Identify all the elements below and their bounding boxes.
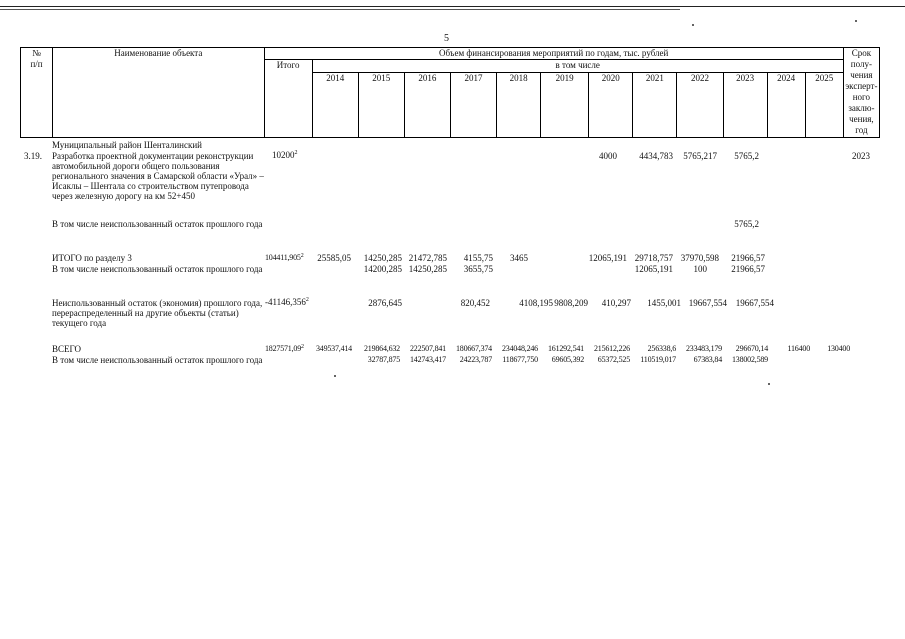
grand-unused-2022: 67383,84 [693,355,722,364]
grand-unused-label: В том числе неиспользованный остаток прошлого года [52,355,263,365]
grand-total-2017: 180667,374 [455,344,492,353]
grand-unused-2018: 118677,750 [502,355,538,364]
header-col-name: Наименование объекта [53,48,264,138]
header-year: 2020 [589,73,633,138]
header-year: 2014 [312,73,358,138]
object-2020: 4000 [599,151,617,161]
header-year: 2016 [404,73,450,138]
header-year: 2022 [677,73,723,138]
object-name: Разработка проектной документации реконструкции автомобильной дороги общего пользования регионального значения в Самарской области «Урал» – Исаклы – Шентала со строительством путепровода через железную дорогу на км 52+450 [52,151,264,201]
grand-unused-2023: 138002,589 [731,355,768,364]
header-col-total: Итого [264,60,312,138]
savings-2017: 820,452 [460,298,490,308]
savings-2019: 9808,209 [554,298,588,308]
savings-2022: 19667,554 [688,298,727,308]
object-deadline: 2023 [852,151,870,161]
section-total-2023: 21966,57 [731,253,765,263]
grand-unused-2019: 69605,392 [551,355,584,364]
grand-total-2023: 296670,14 [735,344,768,353]
grand-total-total: 1827571,09$^2$ [265,344,304,353]
header-col-including: в том числе [312,60,843,73]
grand-total-2016: 222507,841 [409,344,446,353]
object-unused-label: В том числе неиспользованный остаток прошлого года [52,219,263,229]
section-total-2017: 4155,75 [463,253,493,263]
header-col-volume: Объем финансирования мероприятий по годам, тыс. рублей [264,48,843,60]
object-2023: 5765,2 [734,151,759,161]
grand-unused-2015: 32787,875 [367,355,400,364]
grand-total-2018: 234048,246 [501,344,538,353]
header-year: 2024 [767,73,805,138]
grand-unused-2017: 24223,787 [459,355,492,364]
header-year: 2017 [450,73,496,138]
savings-2023: 19667,554 [735,298,774,308]
district-title: Муниципальный район Шенталинский [52,140,202,150]
section-unused-2022: 100 [693,264,707,274]
savings-2018: 4108,195 [519,298,553,308]
section-unused-2015: 14200,285 [363,264,402,274]
grand-total-2015: 219864,632 [363,344,400,353]
page-number: 5 [444,33,449,44]
savings-total: -41146,356$^2$ [265,297,309,307]
scan-speck [855,20,857,22]
section-total-2018: 3465 [510,253,528,263]
section-total-2014: 25585,05 [317,253,351,263]
grand-total-2021: 256338,6 [647,344,676,353]
section-unused-2017: 3655,75 [463,264,493,274]
grand-total-2022: 233483,179 [685,344,722,353]
scan-speck [768,383,770,385]
section-unused-2023: 21966,57 [731,264,765,274]
object-2021: 4434,783 [639,151,673,161]
object-2022: 5765,217 [683,151,717,161]
scan-speck [334,375,336,377]
section-unused-2021: 12065,191 [634,264,673,274]
section-total-label: ИТОГО по разделу 3 [52,253,132,263]
header-col-number: № п/п [21,48,53,138]
scan-speck [692,24,694,26]
section-unused-label: В том числе неиспользованный остаток прошлого года [52,264,263,274]
grand-total-2020: 215612,226 [593,344,630,353]
object-total: 10200$^2$ [272,150,298,160]
top-rule [0,6,905,7]
section-unused-2016: 14250,285 [408,264,447,274]
grand-total-2014: 349537,414 [315,344,352,353]
header-year: 2019 [541,73,589,138]
grand-unused-2020: 65372,525 [597,355,630,364]
grand-total-label: ВСЕГО [52,344,81,354]
item-number: 3.19. [24,151,42,161]
header-year: 2025 [805,73,843,138]
section-total-2022: 37970,598 [680,253,719,263]
savings-2021: 1455,001 [647,298,681,308]
header-col-deadline: Срок полу-чения эксперт-ного заклю-чения, год [843,48,879,138]
grand-total-2025: 130400 [827,344,850,353]
header-year: 2018 [497,73,541,138]
section-total-2016: 21472,785 [408,253,447,263]
top-rule-secondary [0,9,680,10]
savings-2020: 410,297 [601,298,631,308]
savings-2015: 2876,645 [368,298,402,308]
header-year: 2023 [723,73,767,138]
header-year: 2021 [633,73,677,138]
savings-label: Неиспользованный остаток (экономия) прошлого года, перераспределенный на другие объекты (статьи) текущего года [52,298,263,328]
grand-unused-2021: 110519,017 [640,355,676,364]
grand-total-2024: 116400 [787,344,810,353]
header-year: 2015 [358,73,404,138]
object-unused-2023: 5765,2 [734,219,759,229]
section-total-total: 104411,905$^2$ [265,253,304,262]
section-total-2021: 29718,757 [634,253,673,263]
header-table [20,47,880,138]
grand-total-2019: 161292,541 [547,344,584,353]
section-total-2020: 12065,191 [588,253,627,263]
section-total-2015: 14250,285 [363,253,402,263]
grand-unused-2016: 142743,417 [409,355,446,364]
